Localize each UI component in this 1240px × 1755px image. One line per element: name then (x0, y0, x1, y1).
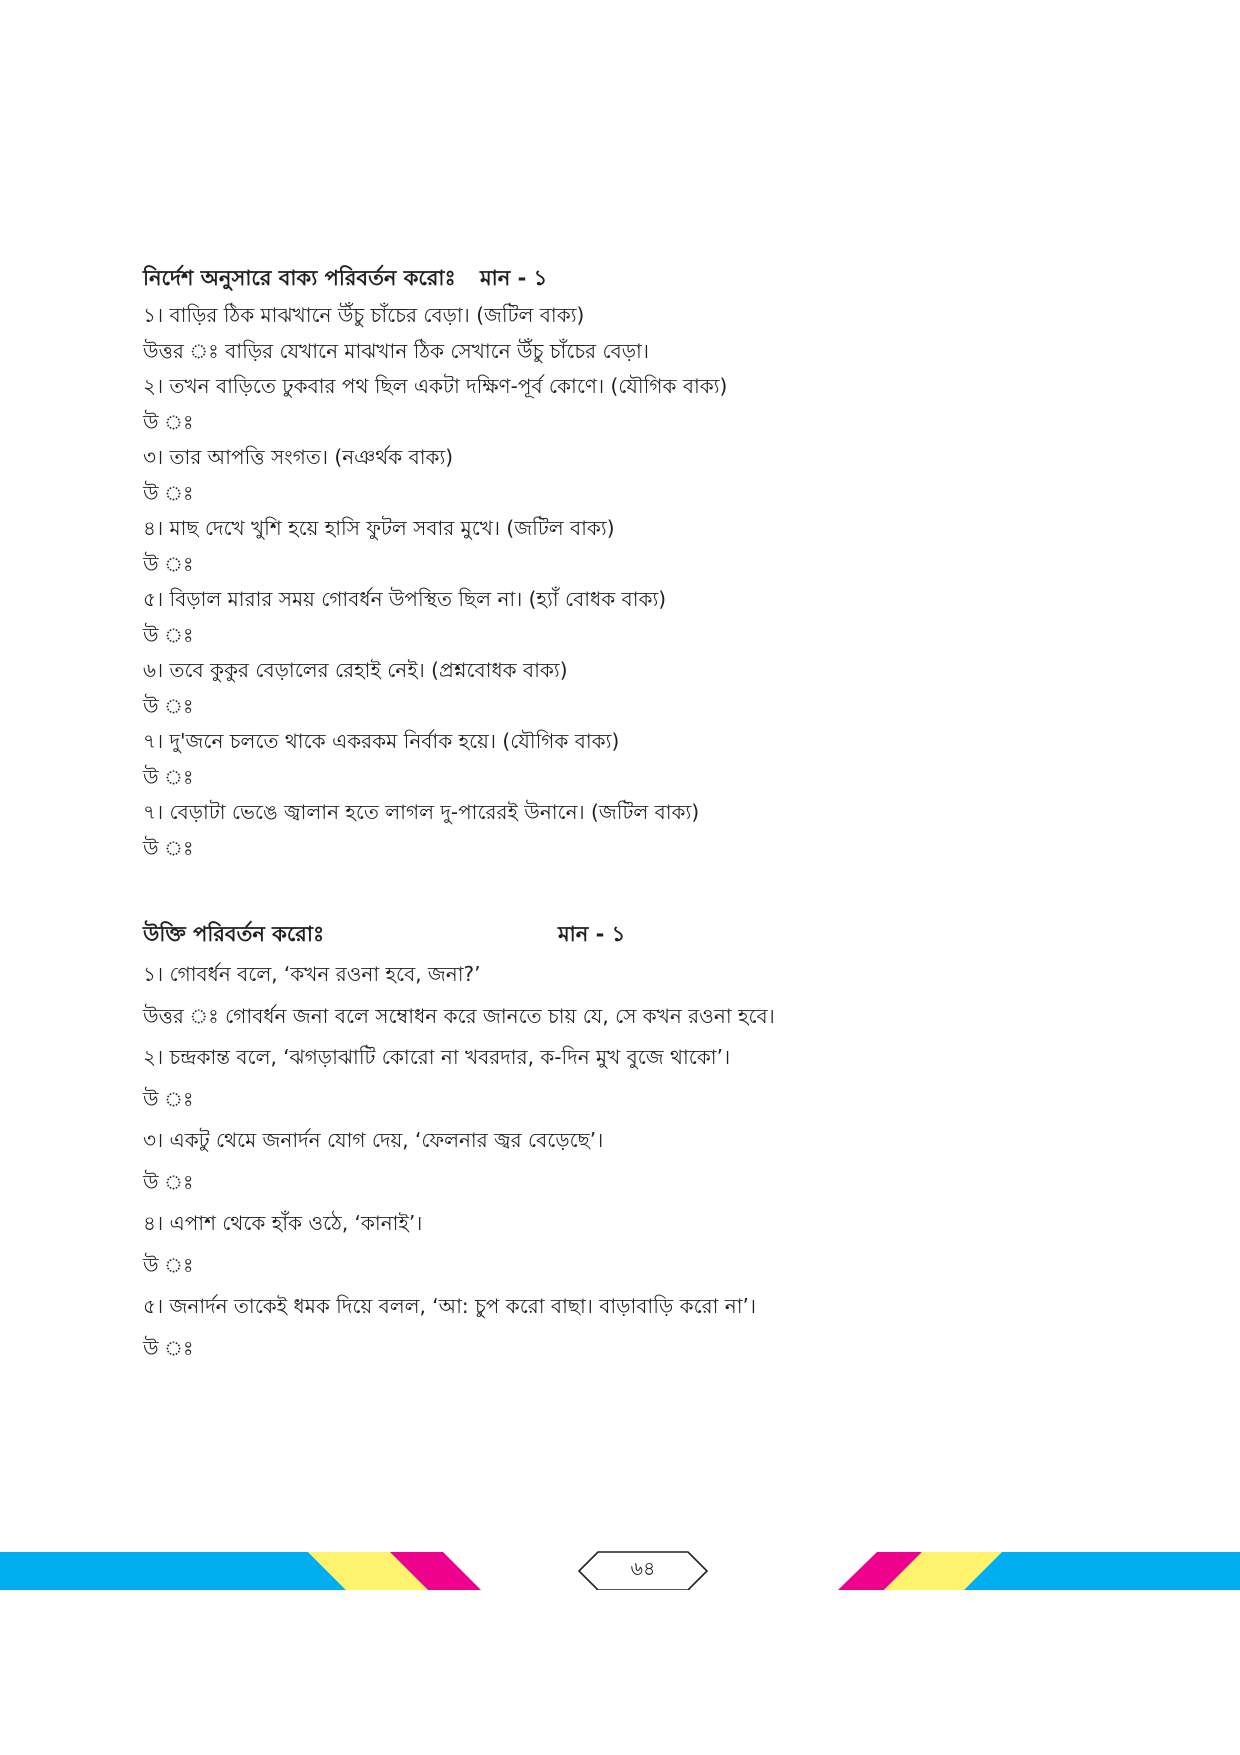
question-line: ৫। জনার্দন তাকেই ধমক দিয়ে বলল, ‘আ: চুপ করো বাছা। বাড়াবাড়ি করো না’। (143, 1294, 757, 1318)
question-line: ৩। তার আপত্তি সংগত। (নঞর্থক বাক্য) (143, 445, 454, 469)
answer-line: উ ঃ (143, 1169, 194, 1194)
answer-line: উ ঃ (143, 1086, 194, 1111)
answer-line: উত্তর ঃ বাড়ির যেখানে মাঝখান ঠিক সেখানে উঁচু চাঁচের বেড়া। (143, 338, 649, 363)
answer-line: উ ঃ (143, 409, 194, 434)
section-title: নির্দেশ অনুসারে বাক্য পরিবর্তন করোঃ (143, 266, 456, 290)
question-line: ২। তখন বাড়িতে ঢুকবার পথ ছিল একটা দক্ষিণ-পূর্ব কোণে। (যৌগিক বাক্য) (143, 374, 728, 398)
question-line: ৬। তবে কুকুর বেড়ালের রেহাই নেই। (প্রশ্নবোধক বাক্য) (143, 658, 568, 682)
question-line: ১। গোবর্ধন বলে, ‘কখন রওনা হবে, জনা?’ (143, 962, 481, 986)
section-narration-change (143, 918, 963, 1369)
answer-line: উ ঃ (143, 835, 194, 860)
section-heading (143, 918, 963, 954)
answer-line: উত্তর ঃ গোবর্ধন জনা বলে সম্বোধন করে জানতে চায় যে, সে কখন রওনা হবে। (143, 1003, 775, 1028)
question-line: ৪। মাছ দেখে খুশি হয়ে হাসি ফুটল সবার মুখে। (জটিল বাক্য) (143, 516, 615, 540)
answer-line: উ ঃ (143, 1335, 194, 1360)
answer-line: উ ঃ (143, 622, 194, 647)
question-line: ২। চন্দ্রকান্ত বলে, ‘ঝগড়াঝাটি কোরো না খবরদার, ক-দিন মুখ বুজে থাকো’। (143, 1045, 731, 1069)
question-line: ৪। এপাশ থেকে হাঁক ওঠে, ‘কানাই’। (143, 1211, 423, 1235)
answer-line: উ ঃ (143, 764, 194, 789)
page-number: ৬৪ (630, 1558, 656, 1580)
question-line: ৫। বিড়াল মারার সময় গোবর্ধন উপস্থিত ছিল না। (হ্যাঁ বোধক বাক্য) (143, 587, 667, 611)
answer-line: উ ঃ (143, 693, 194, 718)
question-line: ১। বাড়ির ঠিক মাঝখানে উঁচু চাঁচের বেড়া। (জটিল বাক্য) (143, 303, 585, 327)
answer-line: উ ঃ (143, 1252, 194, 1277)
question-line: ৭। দু'জনে চলতে থাকে একরকম নির্বাক হয়ে। (যৌগিক বাক্য) (143, 729, 620, 753)
section-marks: মান - ১ (558, 922, 626, 946)
question-line: ৭। বেড়াটা ভেঙে জ্বালান হতে লাগল দু-পারেরই উনানে। (জটিল বাক্য) (143, 800, 700, 824)
section-marks: মান - ১ (480, 266, 548, 290)
answer-line: উ ঃ (143, 480, 194, 505)
footer-stripe-right-cyan (964, 1552, 1240, 1590)
question-line: ৩। একটু থেমে জনার্দন যোগ দেয়, ‘ফেলনার জ্বর বেড়েছে’। (143, 1128, 604, 1152)
section-sentence-transformation (143, 262, 963, 866)
section-title: উক্তি পরিবর্তন করোঃ (143, 922, 325, 946)
footer-stripe-left-cyan (0, 1552, 346, 1590)
answer-line: উ ঃ (143, 551, 194, 576)
section-heading (143, 262, 963, 298)
